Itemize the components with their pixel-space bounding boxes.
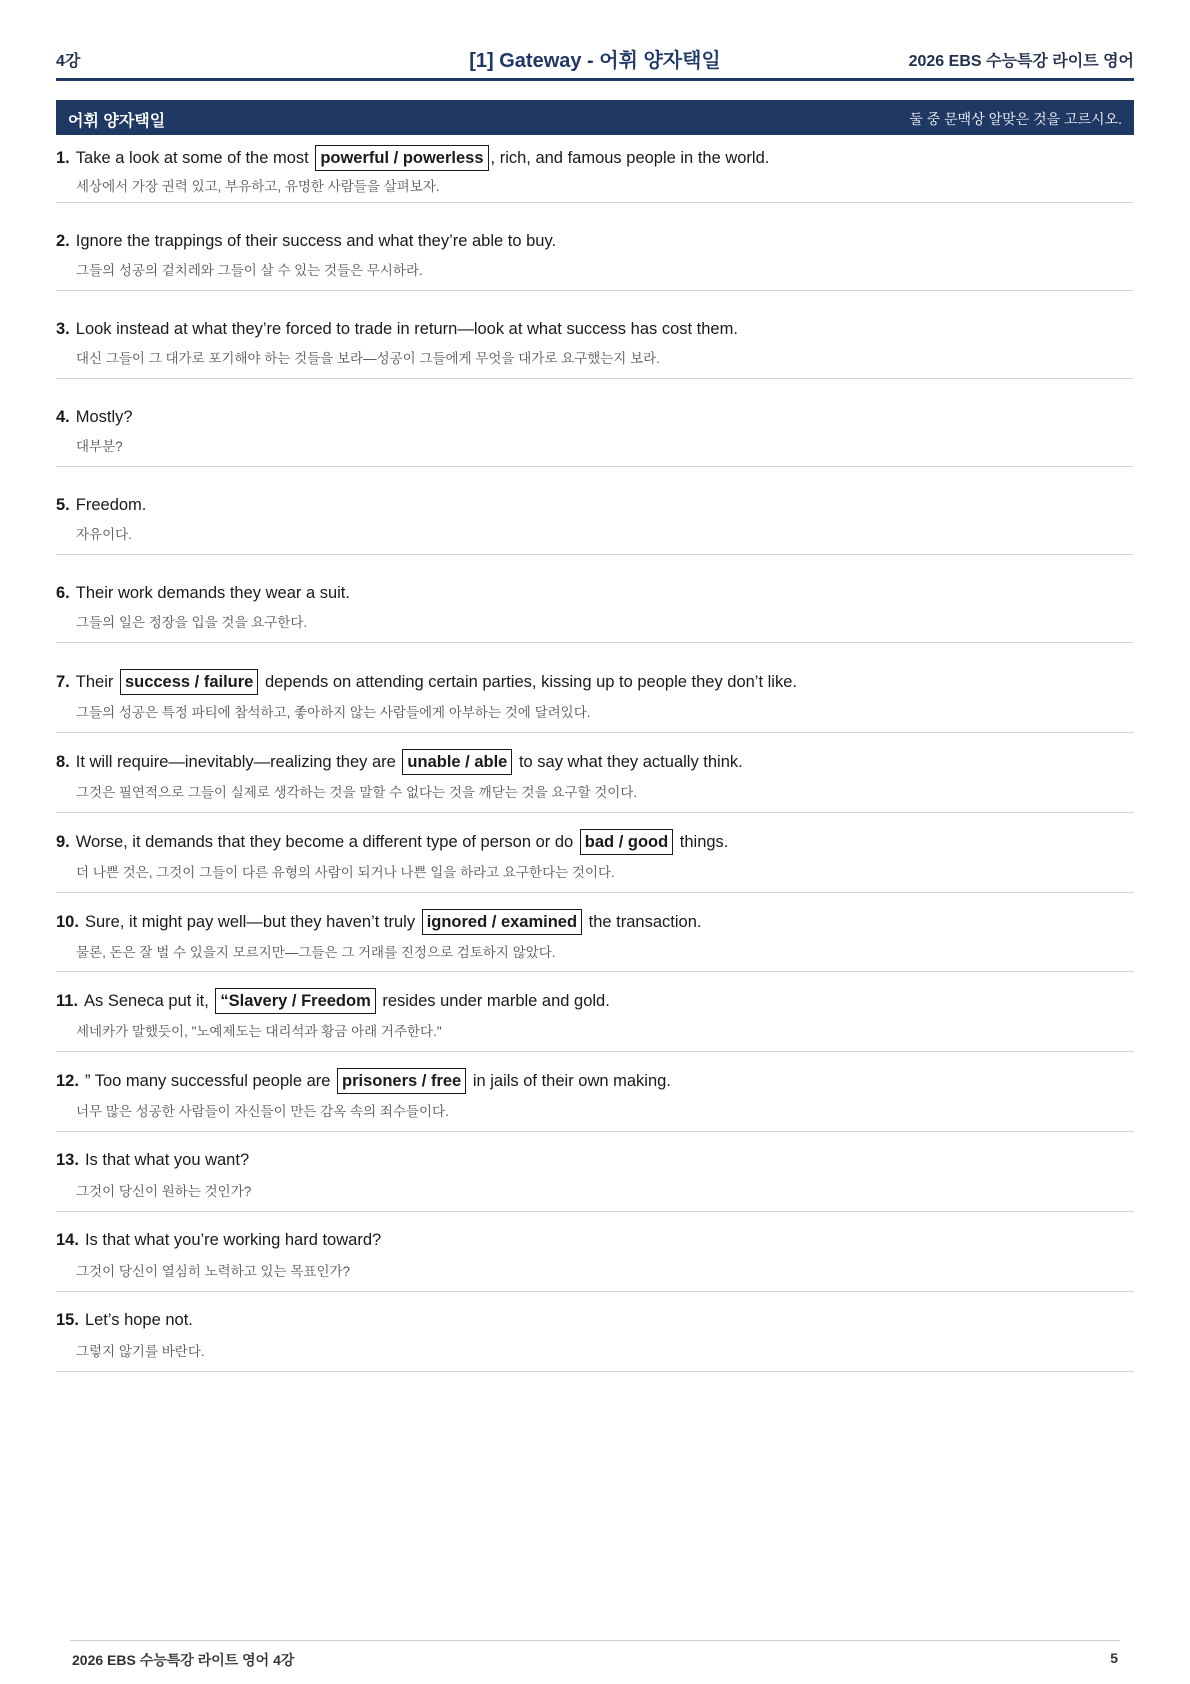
question-item bbox=[56, 555, 1134, 643]
question-english bbox=[56, 1228, 381, 1252]
choice-box[interactable]: prisoners / free bbox=[337, 1068, 466, 1094]
question-english bbox=[56, 988, 610, 1014]
question-translation: 세상에서 가장 권력 있고, 부유하고, 유명한 사람들을 살펴보자. bbox=[76, 179, 440, 194]
question-text-before: Their bbox=[75, 673, 118, 691]
question-item bbox=[56, 643, 1134, 733]
section-header-bar bbox=[56, 100, 1134, 135]
question-translation: 대신 그들이 그 대가로 포기해야 하는 것들을 보라—성공이 그들에게 무엇을 대가로 요구했는지 보라. bbox=[76, 351, 660, 366]
question-english bbox=[56, 317, 738, 341]
section-title: 어휘 양자택일 bbox=[68, 113, 166, 130]
question-text: Let’s hope not. bbox=[84, 1311, 193, 1329]
question-text: Is that what you want? bbox=[84, 1151, 250, 1169]
header-divider bbox=[56, 78, 1134, 81]
question-list bbox=[56, 143, 1134, 1372]
question-number: 5. bbox=[56, 496, 70, 514]
question-english bbox=[56, 145, 769, 171]
question-english bbox=[56, 829, 728, 855]
question-text: Ignore the trappings of their success and what they’re able to buy. bbox=[75, 232, 557, 250]
question-english bbox=[56, 909, 701, 935]
question-translation: 그것이 당신이 열심히 노력하고 있는 목표인가? bbox=[76, 1264, 351, 1279]
question-translation: 그렇지 않기를 바란다. bbox=[76, 1344, 205, 1359]
question-text: Look instead at what they’re forced to trade in return—look at what success has cost them. bbox=[75, 320, 738, 338]
question-item bbox=[56, 1292, 1134, 1372]
question-translation: 대부분? bbox=[76, 439, 123, 454]
question-number: 3. bbox=[56, 320, 70, 338]
question-number: 6. bbox=[56, 584, 70, 602]
question-text: Freedom. bbox=[75, 496, 147, 514]
question-text-after: to say what they actually think. bbox=[514, 753, 743, 771]
question-number: 10. bbox=[56, 913, 79, 931]
question-english bbox=[56, 1148, 249, 1172]
question-english bbox=[56, 229, 556, 253]
question-english bbox=[56, 1068, 671, 1094]
choice-box[interactable]: ignored / examined bbox=[422, 909, 582, 935]
question-item bbox=[56, 379, 1134, 467]
question-english bbox=[56, 493, 146, 517]
question-text-after: the transaction. bbox=[584, 913, 702, 931]
question-number: 8. bbox=[56, 753, 70, 771]
question-number: 13. bbox=[56, 1151, 79, 1169]
question-translation: 세네카가 말했듯이, "노예제도는 대리석과 황금 아래 거주한다." bbox=[76, 1024, 442, 1039]
question-translation: 자유이다. bbox=[76, 527, 132, 542]
question-text-after: , rich, and famous people in the world. bbox=[490, 149, 770, 167]
question-item bbox=[56, 1212, 1134, 1292]
choice-box[interactable]: success / failure bbox=[120, 669, 258, 695]
question-number: 4. bbox=[56, 408, 70, 426]
footer-book-title: 2026 EBS 수능특강 라이트 영어 4강 bbox=[72, 1652, 295, 1668]
question-translation: 그것이 당신이 원하는 것인가? bbox=[76, 1184, 252, 1199]
question-translation: 그들의 성공의 겉치레와 그들이 살 수 있는 것들은 무시하라. bbox=[76, 263, 423, 278]
question-text-before: Worse, it demands that they become a different type of person or do bbox=[75, 833, 578, 851]
choice-box[interactable]: bad / good bbox=[580, 829, 673, 855]
question-text-after: resides under marble and gold. bbox=[377, 992, 610, 1010]
footer-divider bbox=[70, 1640, 1120, 1641]
question-translation: 물론, 돈은 잘 벌 수 있을지 모르지만—그들은 그 거래를 진정으로 검토하지 않았다. bbox=[76, 945, 556, 960]
lesson-number: 4강 bbox=[56, 53, 81, 70]
question-translation: 그들의 일은 정장을 입을 것을 요구한다. bbox=[76, 615, 308, 630]
question-text-before: It will require—inevitably—realizing they are bbox=[75, 753, 401, 771]
question-item bbox=[56, 733, 1134, 813]
question-text-after: in jails of their own making. bbox=[468, 1072, 671, 1090]
question-english bbox=[56, 1308, 193, 1332]
book-title: 2026 EBS 수능특강 라이트 영어 bbox=[908, 53, 1134, 70]
question-item bbox=[56, 467, 1134, 555]
question-item bbox=[56, 972, 1134, 1052]
question-english bbox=[56, 669, 797, 695]
question-number: 12. bbox=[56, 1072, 79, 1090]
page-number: 5 bbox=[1110, 1650, 1118, 1666]
question-text-before: Take a look at some of the most bbox=[75, 149, 314, 167]
question-english bbox=[56, 749, 743, 775]
question-text: Their work demands they wear a suit. bbox=[75, 584, 350, 602]
question-text: Mostly? bbox=[75, 408, 133, 426]
question-item bbox=[56, 1052, 1134, 1132]
question-number: 9. bbox=[56, 833, 70, 851]
question-number: 14. bbox=[56, 1231, 79, 1249]
question-text: Is that what you’re working hard toward? bbox=[84, 1231, 382, 1249]
question-number: 1. bbox=[56, 149, 70, 167]
choice-box[interactable]: powerful / powerless bbox=[315, 145, 488, 171]
question-text-after: things. bbox=[675, 833, 729, 851]
question-text-before: Sure, it might pay well—but they haven’t truly bbox=[84, 913, 420, 931]
question-translation: 더 나쁜 것은, 그것이 그들이 다른 유형의 사람이 되거나 나쁜 일을 하라고 요구한다는 것이다. bbox=[76, 865, 615, 880]
question-english bbox=[56, 405, 133, 429]
question-text-before: As Seneca put it, bbox=[84, 992, 214, 1010]
section-instruction: 둘 중 문맥상 알맞은 것을 고르시오. bbox=[909, 111, 1122, 127]
question-translation: 그들의 성공은 특정 파티에 참석하고, 좋아하지 않는 사람들에게 아부하는 것에 달려있다. bbox=[76, 705, 591, 720]
question-item bbox=[56, 893, 1134, 972]
question-translation: 그것은 필연적으로 그들이 실제로 생각하는 것을 말할 수 없다는 것을 깨닫는 것을 요구할 것이다. bbox=[76, 785, 638, 800]
question-number: 15. bbox=[56, 1311, 79, 1329]
question-item bbox=[56, 813, 1134, 893]
question-translation: 너무 많은 성공한 사람들이 자신들이 만든 감옥 속의 죄수들이다. bbox=[76, 1104, 449, 1119]
question-number: 2. bbox=[56, 232, 70, 250]
question-number: 11. bbox=[56, 992, 79, 1010]
question-item bbox=[56, 203, 1134, 291]
question-english bbox=[56, 581, 350, 605]
page-header bbox=[56, 44, 1134, 70]
question-number: 7. bbox=[56, 673, 70, 691]
question-item bbox=[56, 291, 1134, 379]
question-text-before: ” Too many successful people are bbox=[84, 1072, 336, 1090]
question-item bbox=[56, 1132, 1134, 1212]
page-title: [1] Gateway - 어휘 양자택일 bbox=[469, 50, 721, 72]
question-text-after: depends on attending certain parties, kissing up to people they don’t like. bbox=[260, 673, 797, 691]
question-item bbox=[56, 143, 1134, 203]
choice-box[interactable]: “Slavery / Freedom bbox=[215, 988, 375, 1014]
choice-box[interactable]: unable / able bbox=[402, 749, 512, 775]
